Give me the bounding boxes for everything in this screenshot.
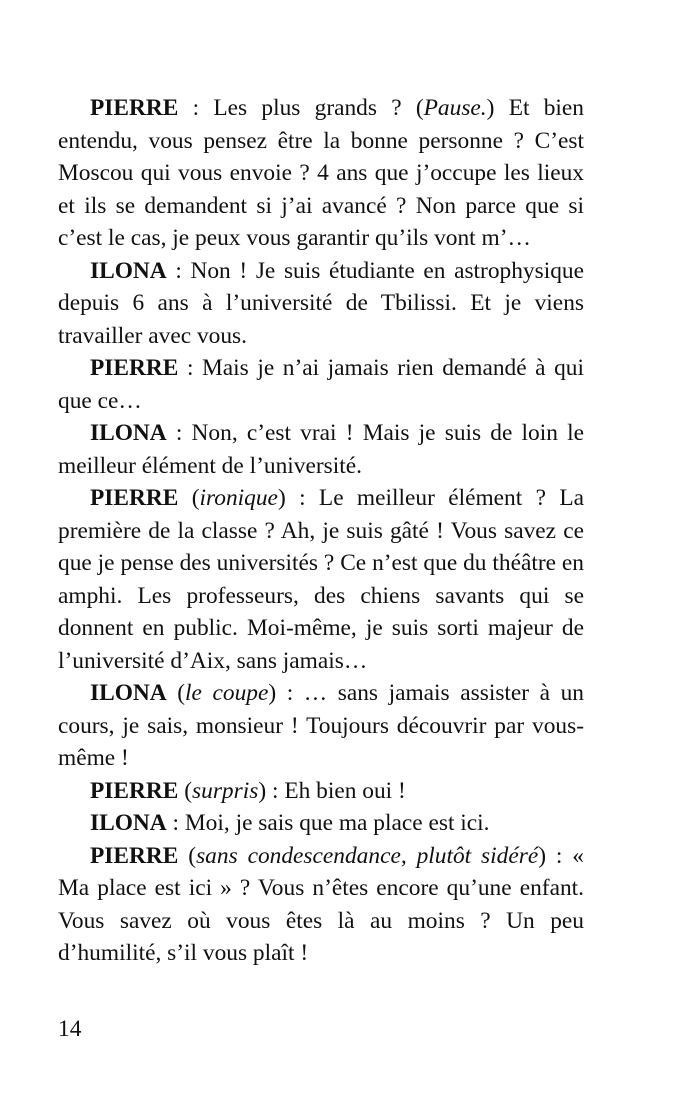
dialogue-line (58, 352, 584, 417)
line-text: : Moi, je sais que ma place est ici. (166, 810, 490, 836)
line-text: ) : « Ma place est ici » ? Vous n’êtes encore qu’une enfant. Vous savez où vous êtes là au moins ? Un peu d’humilité, s’il vous plaît ! (58, 842, 584, 966)
dialogue-line (58, 775, 584, 808)
line-text: : Mais je n’ai jamais rien demandé à qui que ce… (58, 355, 584, 414)
dialogue-line (58, 840, 584, 970)
dialogue-line (58, 482, 584, 677)
dialogue-line (58, 677, 584, 775)
stage-direction: le coupe (185, 680, 269, 706)
line-text: ) : Le meilleur élément ? La première de la classe ? Ah, je suis gâté ! Vous savez ce que je pense des universités ? Ce n’est que du théâtre en amphi. Les professeurs, des chiens savants qui se donnent en public. Moi-même, je suis sorti majeur de l’université d’Aix, sans jamais… (58, 485, 584, 674)
line-text: : Non, c’est vrai ! Mais je suis de loin le meilleur élément de l’université. (58, 420, 584, 479)
play-text (58, 92, 584, 970)
line-text: : Non ! Je suis étudiante en astrophysique depuis 6 ans à l’université de Tbilissi. Et je viens travailler avec vous. (58, 257, 584, 349)
speaker-name: PIERRE (90, 95, 179, 121)
line-text: ( (178, 842, 197, 869)
line-text: ) : Eh bien oui ! (258, 777, 406, 804)
dialogue-line (58, 255, 584, 353)
speaker-name: ILONA (90, 420, 167, 446)
dialogue-line (58, 92, 584, 255)
speaker-name: ILONA (90, 810, 167, 836)
stage-direction: Pause. (423, 95, 487, 121)
stage-direction: surpris (192, 777, 259, 804)
speaker-name: PIERRE (90, 485, 179, 511)
line-text: : Les plus grands ? ( (178, 95, 424, 121)
line-text: ) Et bien entendu, vous pensez être la bonne personne ? C’est Moscou qui vous envoie ? 4 ans que j’occupe les lieux et ils se demandent si j’ai avancé ? Non parce que si c’est le cas, je peux vous garantir qu’ils vont m’… (58, 95, 584, 251)
dialogue-line (58, 417, 584, 482)
speaker-name: ILONA (90, 257, 167, 284)
line-text: ( (178, 485, 200, 511)
dialogue-line (58, 807, 584, 840)
speaker-name: PIERRE (90, 777, 179, 804)
stage-direction: sans condescendance, plutôt sidéré (196, 842, 539, 869)
stage-direction: ironique (199, 485, 278, 511)
speaker-name: PIERRE (90, 355, 179, 381)
line-text: ( (166, 680, 186, 706)
line-text: ) : … sans jamais assister à un cours, je sais, monsieur ! Toujours découvrir par vous-même ! (58, 680, 584, 771)
speaker-name: PIERRE (90, 842, 179, 869)
speaker-name: ILONA (90, 680, 167, 706)
line-text: ( (178, 777, 193, 804)
page-number: 14 (58, 1016, 82, 1042)
